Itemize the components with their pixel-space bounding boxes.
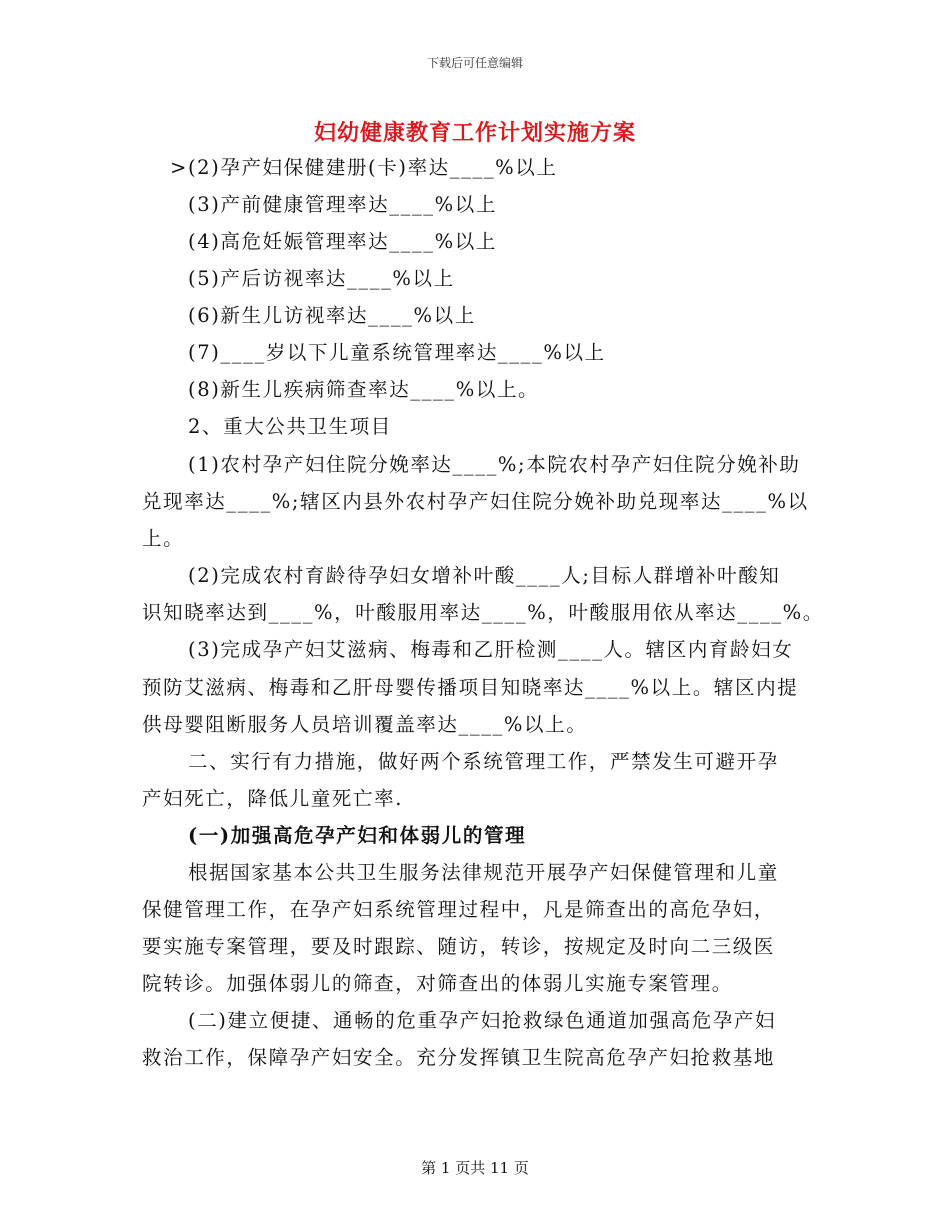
text-line: (2)完成农村育龄待孕妇女增补叶酸____人;目标人群增补叶酸知	[188, 564, 781, 587]
text-line: 救治工作，保障孕产妇安全。充分发挥镇卫生院高危孕产妇抢救基地	[142, 1046, 776, 1069]
text-line: 识知晓率达到____%，叶酸服用率达____%，叶酸服用依从率达____%。	[142, 601, 824, 624]
text-line: (8)新生儿疾病筛查率达____%以上。	[188, 378, 540, 401]
subsection-heading: (一)加强高危孕产妇和体弱儿的管理	[188, 824, 527, 847]
text-line: (5)产后访视率达____%以上	[188, 267, 455, 290]
text-line: (3)产前健康管理率达____%以上	[188, 193, 497, 216]
text-line: 兑现率达____%;辖区内县外农村孕产妇住院分娩补助兑现率达____%以	[142, 490, 809, 513]
text-line: 院转诊。加强体弱儿的筛查，对筛查出的体弱儿实施专案管理。	[142, 972, 733, 995]
text-line: (7)____岁以下儿童系统管理率达____%以上	[188, 341, 606, 364]
text-line: 预防艾滋病、梅毒和乙肝母婴传播项目知晓率达____%以上。辖区内提	[142, 676, 799, 699]
text-line: 供母婴阻断服务人员培训覆盖率达____%以上。	[142, 713, 588, 736]
text-line: (3)完成孕产妇艾滋病、梅毒和乙肝检测____人。辖区内育龄妇女	[188, 638, 794, 661]
text-line: >(2)孕产妇保健建册(卡)率达____%以上	[170, 156, 558, 179]
text-line: (二)建立便捷、通畅的危重孕产妇抢救绿色通道加强高危孕产妇	[188, 1009, 777, 1032]
text-line: (1)农村孕产妇住院分娩率达____%;本院农村孕产妇住院分娩补助	[188, 453, 801, 476]
text-line: 产妇死亡，降低儿童死亡率.	[142, 787, 403, 810]
text-line: 要实施专案管理，要及时跟踪、随访，转诊，按规定及时向二三级医	[142, 935, 776, 958]
section-heading: 2、重大公共卫生项目	[188, 415, 392, 438]
text-line: 根据国家基本公共卫生服务法律规范开展孕产妇保健管理和儿童	[188, 861, 779, 884]
text-line: 上。	[142, 527, 185, 550]
text-line: 保健管理工作，在孕产妇系统管理过程中，凡是筛查出的高危孕妇，	[142, 898, 776, 921]
document-title: 妇幼健康教育工作计划实施方案	[313, 120, 636, 146]
text-line: (4)高危妊娠管理率达____%以上	[188, 230, 497, 253]
page-footer: 第 1 页共 11 页	[421, 1159, 529, 1177]
page-header: 下载后可任意编辑	[426, 56, 523, 70]
section-heading: 二、实行有力措施，做好两个系统管理工作，严禁发生可避开孕	[188, 750, 779, 773]
text-line: (6)新生儿访视率达____%以上	[188, 304, 476, 327]
